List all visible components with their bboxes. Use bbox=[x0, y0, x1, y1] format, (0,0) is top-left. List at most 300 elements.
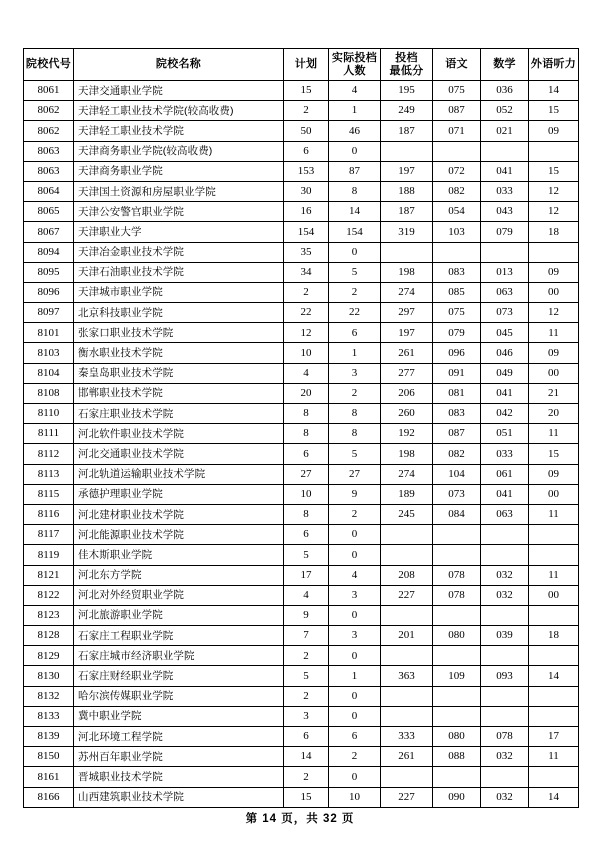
cell-wyt: 11 bbox=[529, 565, 579, 585]
cell-min: 198 bbox=[381, 262, 433, 282]
table-row bbox=[24, 262, 579, 282]
admission-scores-table bbox=[23, 48, 579, 808]
table-row bbox=[24, 222, 579, 242]
cell-shuxue: 063 bbox=[481, 282, 529, 302]
cell-code: 8128 bbox=[24, 626, 74, 646]
cell-min bbox=[381, 525, 433, 545]
cell-shuxue: 052 bbox=[481, 101, 529, 121]
cell-plan: 34 bbox=[284, 262, 329, 282]
cell-shuxue: 049 bbox=[481, 363, 529, 383]
cell-wyt bbox=[529, 706, 579, 726]
cell-yuwen: 072 bbox=[433, 161, 481, 181]
cell-code: 8139 bbox=[24, 727, 74, 747]
cell-shuxue: 033 bbox=[481, 444, 529, 464]
cell-name: 山西建筑职业技术学院 bbox=[74, 787, 284, 807]
cell-yuwen: 071 bbox=[433, 121, 481, 141]
cell-code: 8117 bbox=[24, 525, 74, 545]
cell-shuxue: 051 bbox=[481, 424, 529, 444]
cell-yuwen: 075 bbox=[433, 303, 481, 323]
cell-plan: 7 bbox=[284, 626, 329, 646]
cell-actual: 2 bbox=[329, 383, 381, 403]
table-row bbox=[24, 81, 579, 101]
cell-shuxue: 013 bbox=[481, 262, 529, 282]
table-row bbox=[24, 565, 579, 585]
column-header-line: 院校名称 bbox=[155, 58, 202, 71]
cell-actual: 8 bbox=[329, 424, 381, 444]
cell-min: 201 bbox=[381, 626, 433, 646]
cell-min: 208 bbox=[381, 565, 433, 585]
cell-code: 8108 bbox=[24, 383, 74, 403]
cell-plan: 2 bbox=[284, 767, 329, 787]
column-header-min bbox=[381, 49, 433, 81]
cell-min: 245 bbox=[381, 504, 433, 524]
cell-wyt: 09 bbox=[529, 464, 579, 484]
cell-yuwen: 104 bbox=[433, 464, 481, 484]
cell-code: 8113 bbox=[24, 464, 74, 484]
cell-yuwen: 082 bbox=[433, 444, 481, 464]
cell-wyt: 00 bbox=[529, 282, 579, 302]
cell-yuwen: 103 bbox=[433, 222, 481, 242]
cell-min: 261 bbox=[381, 747, 433, 767]
cell-yuwen: 078 bbox=[433, 585, 481, 605]
cell-code: 8097 bbox=[24, 303, 74, 323]
cell-min: 198 bbox=[381, 444, 433, 464]
table-row bbox=[24, 727, 579, 747]
table-row bbox=[24, 666, 579, 686]
cell-actual: 1 bbox=[329, 666, 381, 686]
cell-min: 197 bbox=[381, 323, 433, 343]
cell-plan: 3 bbox=[284, 706, 329, 726]
cell-plan: 5 bbox=[284, 545, 329, 565]
cell-code: 8123 bbox=[24, 605, 74, 625]
cell-wyt: 12 bbox=[529, 202, 579, 222]
cell-name: 天津冶金职业技术学院 bbox=[74, 242, 284, 262]
cell-wyt: 18 bbox=[529, 626, 579, 646]
cell-name: 佳木斯职业学院 bbox=[74, 545, 284, 565]
cell-min: 274 bbox=[381, 282, 433, 302]
cell-min bbox=[381, 242, 433, 262]
cell-min bbox=[381, 767, 433, 787]
table-row bbox=[24, 605, 579, 625]
cell-plan: 154 bbox=[284, 222, 329, 242]
cell-code: 8103 bbox=[24, 343, 74, 363]
column-header-line: 语文 bbox=[445, 58, 468, 71]
cell-yuwen: 083 bbox=[433, 404, 481, 424]
cell-min bbox=[381, 605, 433, 625]
cell-wyt: 21 bbox=[529, 383, 579, 403]
column-header-plan bbox=[284, 49, 329, 81]
cell-code: 8061 bbox=[24, 81, 74, 101]
cell-wyt bbox=[529, 605, 579, 625]
cell-yuwen bbox=[433, 605, 481, 625]
cell-code: 8110 bbox=[24, 404, 74, 424]
cell-code: 8063 bbox=[24, 161, 74, 181]
cell-name: 河北建材职业技术学院 bbox=[74, 504, 284, 524]
cell-shuxue: 032 bbox=[481, 747, 529, 767]
cell-wyt bbox=[529, 767, 579, 787]
table-row bbox=[24, 626, 579, 646]
cell-plan: 2 bbox=[284, 101, 329, 121]
cell-shuxue: 063 bbox=[481, 504, 529, 524]
cell-min: 192 bbox=[381, 424, 433, 444]
cell-shuxue: 041 bbox=[481, 484, 529, 504]
column-header-line: 计划 bbox=[294, 58, 318, 71]
cell-plan: 17 bbox=[284, 565, 329, 585]
cell-name: 石家庄工程职业学院 bbox=[74, 626, 284, 646]
cell-actual: 8 bbox=[329, 181, 381, 201]
cell-yuwen: 080 bbox=[433, 727, 481, 747]
cell-wyt: 11 bbox=[529, 323, 579, 343]
cell-code: 8111 bbox=[24, 424, 74, 444]
cell-min bbox=[381, 545, 433, 565]
cell-min: 277 bbox=[381, 363, 433, 383]
cell-name: 张家口职业技术学院 bbox=[74, 323, 284, 343]
cell-name: 天津轻工职业技术学院 bbox=[74, 121, 284, 141]
cell-actual: 0 bbox=[329, 646, 381, 666]
cell-min: 187 bbox=[381, 121, 433, 141]
cell-code: 8062 bbox=[24, 101, 74, 121]
cell-actual: 6 bbox=[329, 727, 381, 747]
cell-yuwen: 078 bbox=[433, 565, 481, 585]
cell-actual: 0 bbox=[329, 141, 381, 161]
cell-name: 河北交通职业技术学院 bbox=[74, 444, 284, 464]
cell-min: 297 bbox=[381, 303, 433, 323]
cell-name: 天津石油职业技术学院 bbox=[74, 262, 284, 282]
cell-code: 8166 bbox=[24, 787, 74, 807]
cell-yuwen bbox=[433, 525, 481, 545]
cell-shuxue: 032 bbox=[481, 565, 529, 585]
cell-yuwen: 079 bbox=[433, 323, 481, 343]
cell-name: 天津职业大学 bbox=[74, 222, 284, 242]
cell-yuwen: 088 bbox=[433, 747, 481, 767]
cell-actual: 154 bbox=[329, 222, 381, 242]
cell-code: 8067 bbox=[24, 222, 74, 242]
cell-shuxue: 032 bbox=[481, 585, 529, 605]
column-header-line: 最低分 bbox=[389, 64, 424, 77]
cell-actual: 4 bbox=[329, 81, 381, 101]
cell-plan: 6 bbox=[284, 141, 329, 161]
cell-shuxue: 041 bbox=[481, 383, 529, 403]
cell-wyt: 14 bbox=[529, 81, 579, 101]
column-header-line: 投档 bbox=[395, 52, 418, 65]
cell-min: 195 bbox=[381, 81, 433, 101]
cell-plan: 14 bbox=[284, 747, 329, 767]
cell-name: 河北软件职业技术学院 bbox=[74, 424, 284, 444]
cell-shuxue: 032 bbox=[481, 787, 529, 807]
cell-name: 衡水职业技术学院 bbox=[74, 343, 284, 363]
cell-plan: 8 bbox=[284, 424, 329, 444]
cell-code: 8132 bbox=[24, 686, 74, 706]
cell-actual: 4 bbox=[329, 565, 381, 585]
cell-shuxue: 041 bbox=[481, 161, 529, 181]
cell-shuxue bbox=[481, 605, 529, 625]
cell-min: 260 bbox=[381, 404, 433, 424]
cell-code: 8130 bbox=[24, 666, 74, 686]
cell-wyt: 14 bbox=[529, 666, 579, 686]
cell-min bbox=[381, 646, 433, 666]
cell-yuwen: 087 bbox=[433, 101, 481, 121]
table-row bbox=[24, 141, 579, 161]
cell-min bbox=[381, 141, 433, 161]
cell-yuwen bbox=[433, 706, 481, 726]
cell-yuwen: 073 bbox=[433, 484, 481, 504]
table-row bbox=[24, 464, 579, 484]
cell-plan: 16 bbox=[284, 202, 329, 222]
cell-yuwen: 084 bbox=[433, 504, 481, 524]
cell-shuxue: 042 bbox=[481, 404, 529, 424]
cell-plan: 20 bbox=[284, 383, 329, 403]
cell-wyt: 11 bbox=[529, 504, 579, 524]
cell-code: 8116 bbox=[24, 504, 74, 524]
table-row bbox=[24, 424, 579, 444]
column-header-line: 院校代号 bbox=[25, 58, 72, 71]
cell-name: 河北轨道运输职业技术学院 bbox=[74, 464, 284, 484]
column-header-actual bbox=[329, 49, 381, 81]
cell-name: 晋城职业技术学院 bbox=[74, 767, 284, 787]
cell-shuxue bbox=[481, 767, 529, 787]
cell-actual: 0 bbox=[329, 545, 381, 565]
cell-actual: 3 bbox=[329, 626, 381, 646]
cell-actual: 6 bbox=[329, 323, 381, 343]
cell-code: 8150 bbox=[24, 747, 74, 767]
cell-wyt: 11 bbox=[529, 747, 579, 767]
cell-min: 227 bbox=[381, 787, 433, 807]
table-row bbox=[24, 646, 579, 666]
table-row bbox=[24, 545, 579, 565]
column-header-line: 数学 bbox=[493, 58, 516, 71]
cell-yuwen bbox=[433, 545, 481, 565]
cell-shuxue bbox=[481, 242, 529, 262]
cell-shuxue: 043 bbox=[481, 202, 529, 222]
cell-yuwen bbox=[433, 686, 481, 706]
cell-plan: 15 bbox=[284, 787, 329, 807]
cell-wyt: 09 bbox=[529, 262, 579, 282]
cell-name: 河北能源职业技术学院 bbox=[74, 525, 284, 545]
cell-wyt bbox=[529, 525, 579, 545]
cell-wyt: 00 bbox=[529, 585, 579, 605]
cell-name: 石家庄财经职业学院 bbox=[74, 666, 284, 686]
cell-plan: 27 bbox=[284, 464, 329, 484]
cell-name: 天津轻工职业技术学院(较高收费) bbox=[74, 101, 284, 121]
table-header-row bbox=[24, 49, 579, 81]
cell-actual: 14 bbox=[329, 202, 381, 222]
cell-yuwen: 091 bbox=[433, 363, 481, 383]
cell-shuxue: 073 bbox=[481, 303, 529, 323]
table-row bbox=[24, 242, 579, 262]
cell-code: 8101 bbox=[24, 323, 74, 343]
cell-plan: 2 bbox=[284, 282, 329, 302]
cell-min bbox=[381, 706, 433, 726]
table-row bbox=[24, 787, 579, 807]
table-row bbox=[24, 525, 579, 545]
cell-actual: 3 bbox=[329, 363, 381, 383]
cell-plan: 4 bbox=[284, 363, 329, 383]
cell-name: 河北东方学院 bbox=[74, 565, 284, 585]
table-row bbox=[24, 121, 579, 141]
cell-code: 8119 bbox=[24, 545, 74, 565]
cell-actual: 0 bbox=[329, 525, 381, 545]
cell-min: 188 bbox=[381, 181, 433, 201]
cell-min: 363 bbox=[381, 666, 433, 686]
table-row bbox=[24, 323, 579, 343]
cell-min: 319 bbox=[381, 222, 433, 242]
cell-min: 197 bbox=[381, 161, 433, 181]
cell-yuwen: 082 bbox=[433, 181, 481, 201]
table-row bbox=[24, 181, 579, 201]
cell-wyt: 14 bbox=[529, 787, 579, 807]
cell-yuwen: 109 bbox=[433, 666, 481, 686]
cell-code: 8062 bbox=[24, 121, 74, 141]
cell-code: 8063 bbox=[24, 141, 74, 161]
page-footer: 第 14 页，共 32 页 bbox=[245, 813, 355, 825]
table-row bbox=[24, 161, 579, 181]
cell-min: 206 bbox=[381, 383, 433, 403]
cell-yuwen bbox=[433, 767, 481, 787]
cell-name: 河北环境工程学院 bbox=[74, 727, 284, 747]
table-row bbox=[24, 363, 579, 383]
table-row bbox=[24, 303, 579, 323]
cell-name: 苏州百年职业学院 bbox=[74, 747, 284, 767]
cell-wyt: 00 bbox=[529, 363, 579, 383]
cell-plan: 22 bbox=[284, 303, 329, 323]
cell-actual: 46 bbox=[329, 121, 381, 141]
cell-yuwen: 087 bbox=[433, 424, 481, 444]
cell-wyt: 15 bbox=[529, 161, 579, 181]
cell-actual: 5 bbox=[329, 262, 381, 282]
cell-actual: 1 bbox=[329, 343, 381, 363]
cell-actual: 2 bbox=[329, 282, 381, 302]
cell-min: 227 bbox=[381, 585, 433, 605]
cell-yuwen: 075 bbox=[433, 81, 481, 101]
cell-code: 8065 bbox=[24, 202, 74, 222]
cell-shuxue: 093 bbox=[481, 666, 529, 686]
cell-yuwen bbox=[433, 646, 481, 666]
table-row bbox=[24, 343, 579, 363]
table-row bbox=[24, 504, 579, 524]
cell-actual: 8 bbox=[329, 404, 381, 424]
cell-min: 333 bbox=[381, 727, 433, 747]
table-row bbox=[24, 383, 579, 403]
cell-plan: 8 bbox=[284, 504, 329, 524]
table-body bbox=[24, 81, 579, 808]
cell-shuxue: 078 bbox=[481, 727, 529, 747]
table-row bbox=[24, 767, 579, 787]
cell-code: 8115 bbox=[24, 484, 74, 504]
cell-plan: 4 bbox=[284, 585, 329, 605]
cell-code: 8064 bbox=[24, 181, 74, 201]
column-header-shuxue bbox=[481, 49, 529, 81]
cell-min: 189 bbox=[381, 484, 433, 504]
cell-code: 8095 bbox=[24, 262, 74, 282]
table-row bbox=[24, 202, 579, 222]
cell-actual: 0 bbox=[329, 767, 381, 787]
cell-yuwen: 096 bbox=[433, 343, 481, 363]
cell-shuxue bbox=[481, 686, 529, 706]
cell-shuxue: 039 bbox=[481, 626, 529, 646]
cell-actual: 22 bbox=[329, 303, 381, 323]
cell-shuxue: 046 bbox=[481, 343, 529, 363]
cell-code: 8094 bbox=[24, 242, 74, 262]
cell-wyt: 12 bbox=[529, 181, 579, 201]
cell-wyt bbox=[529, 646, 579, 666]
table-row bbox=[24, 747, 579, 767]
cell-name: 天津国土资源和房屋职业学院 bbox=[74, 181, 284, 201]
cell-plan: 9 bbox=[284, 605, 329, 625]
cell-yuwen: 080 bbox=[433, 626, 481, 646]
cell-shuxue bbox=[481, 706, 529, 726]
cell-shuxue: 036 bbox=[481, 81, 529, 101]
cell-wyt bbox=[529, 141, 579, 161]
table-row bbox=[24, 444, 579, 464]
table-row bbox=[24, 706, 579, 726]
cell-name: 天津城市职业学院 bbox=[74, 282, 284, 302]
column-header-code bbox=[24, 49, 74, 81]
cell-plan: 30 bbox=[284, 181, 329, 201]
table-row bbox=[24, 686, 579, 706]
cell-shuxue bbox=[481, 141, 529, 161]
cell-wyt: 17 bbox=[529, 727, 579, 747]
cell-actual: 2 bbox=[329, 504, 381, 524]
cell-wyt bbox=[529, 242, 579, 262]
column-header-line: 人数 bbox=[343, 64, 366, 77]
cell-plan: 6 bbox=[284, 727, 329, 747]
cell-code: 8112 bbox=[24, 444, 74, 464]
cell-wyt: 15 bbox=[529, 444, 579, 464]
cell-name: 天津交通职业学院 bbox=[74, 81, 284, 101]
cell-plan: 6 bbox=[284, 525, 329, 545]
cell-name: 邯郸职业技术学院 bbox=[74, 383, 284, 403]
cell-actual: 5 bbox=[329, 444, 381, 464]
cell-shuxue bbox=[481, 545, 529, 565]
cell-plan: 10 bbox=[284, 343, 329, 363]
cell-name: 石家庄城市经济职业学院 bbox=[74, 646, 284, 666]
cell-name: 天津商务职业学院 bbox=[74, 161, 284, 181]
table-row bbox=[24, 585, 579, 605]
cell-name: 冀中职业学院 bbox=[74, 706, 284, 726]
cell-wyt: 09 bbox=[529, 121, 579, 141]
cell-actual: 0 bbox=[329, 605, 381, 625]
cell-name: 秦皇岛职业技术学院 bbox=[74, 363, 284, 383]
table-row bbox=[24, 101, 579, 121]
cell-yuwen: 090 bbox=[433, 787, 481, 807]
cell-actual: 27 bbox=[329, 464, 381, 484]
cell-shuxue: 061 bbox=[481, 464, 529, 484]
cell-yuwen: 081 bbox=[433, 383, 481, 403]
cell-plan: 15 bbox=[284, 81, 329, 101]
cell-wyt: 09 bbox=[529, 343, 579, 363]
cell-min: 274 bbox=[381, 464, 433, 484]
cell-code: 8161 bbox=[24, 767, 74, 787]
cell-yuwen: 083 bbox=[433, 262, 481, 282]
cell-name: 河北旅游职业学院 bbox=[74, 605, 284, 625]
cell-shuxue: 021 bbox=[481, 121, 529, 141]
cell-min: 261 bbox=[381, 343, 433, 363]
cell-name: 天津商务职业学院(较高收费) bbox=[74, 141, 284, 161]
cell-code: 8133 bbox=[24, 706, 74, 726]
cell-yuwen bbox=[433, 242, 481, 262]
cell-plan: 8 bbox=[284, 404, 329, 424]
cell-shuxue: 045 bbox=[481, 323, 529, 343]
cell-plan: 35 bbox=[284, 242, 329, 262]
cell-wyt: 20 bbox=[529, 404, 579, 424]
cell-wyt: 18 bbox=[529, 222, 579, 242]
cell-wyt bbox=[529, 686, 579, 706]
cell-name: 河北对外经贸职业学院 bbox=[74, 585, 284, 605]
column-header-name bbox=[74, 49, 284, 81]
cell-code: 8121 bbox=[24, 565, 74, 585]
cell-actual: 87 bbox=[329, 161, 381, 181]
cell-name: 石家庄职业技术学院 bbox=[74, 404, 284, 424]
